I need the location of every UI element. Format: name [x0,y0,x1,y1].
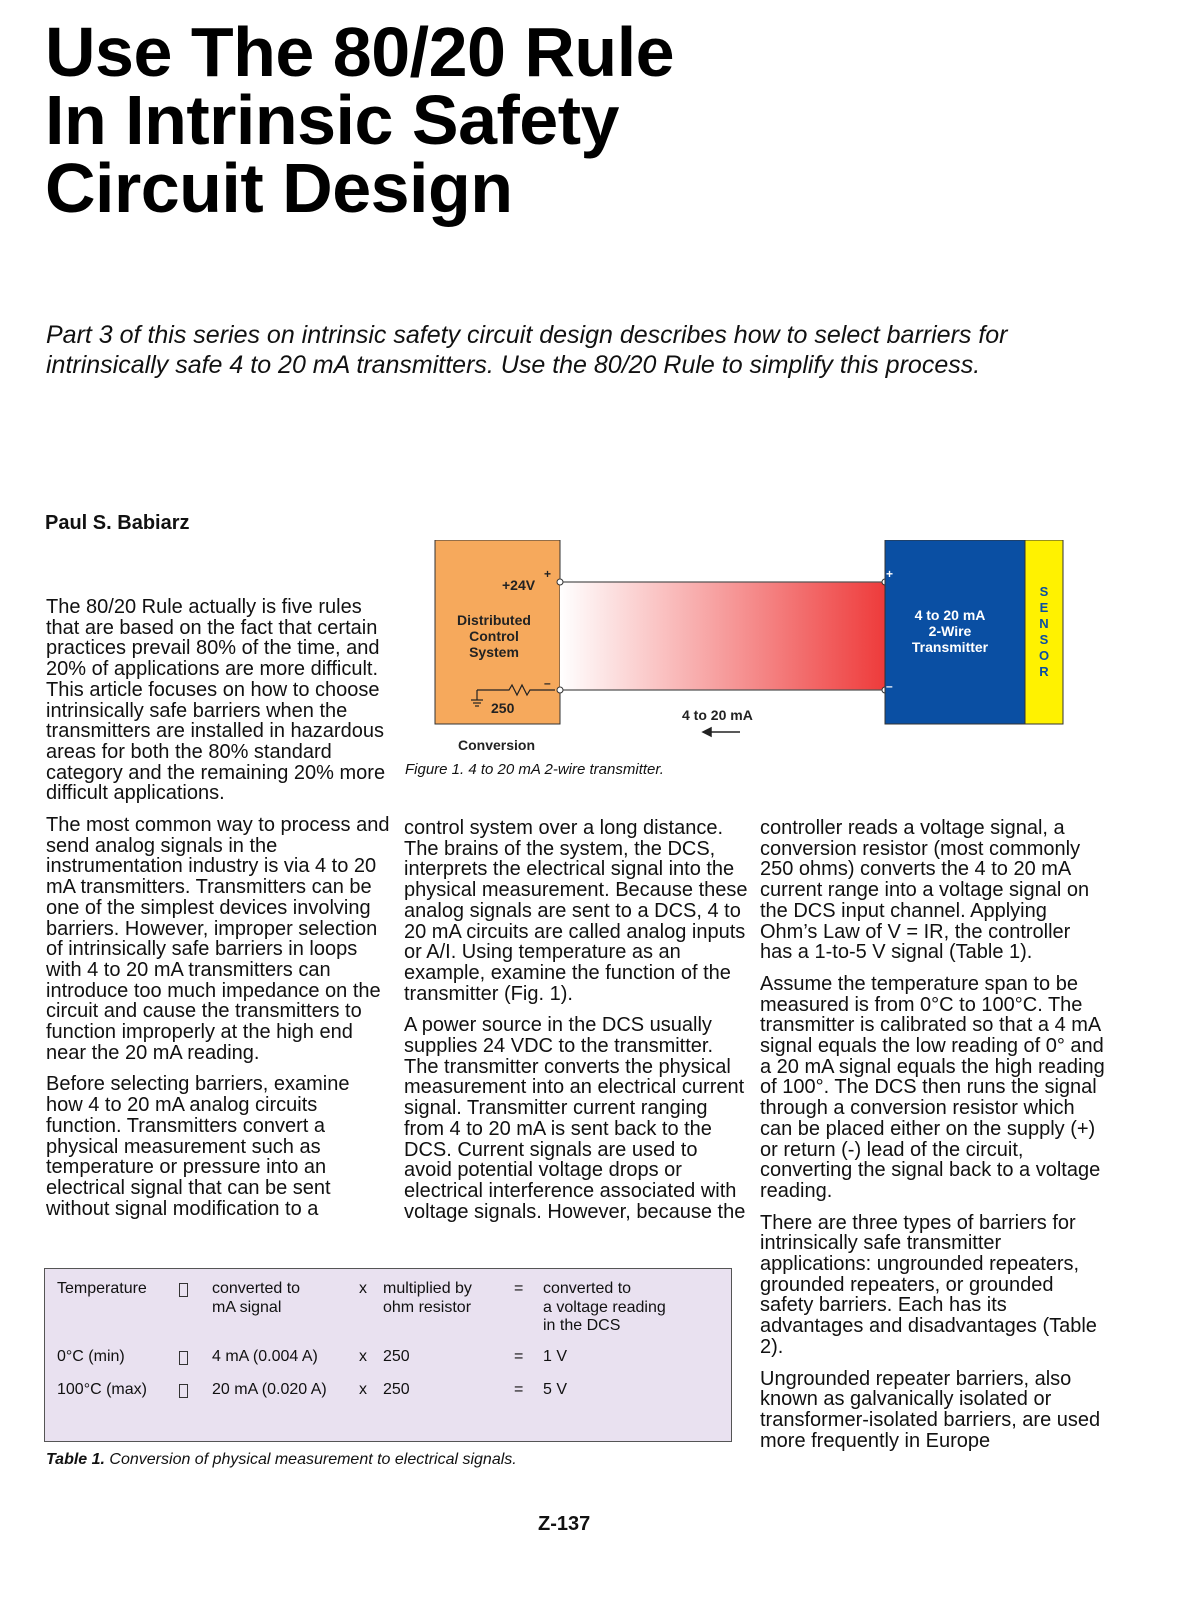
arrow-placeholder-box [179,1351,188,1365]
label-line: O [1038,648,1050,663]
table-caption-label: Table 1. [46,1451,105,1468]
table-cell: 0°C (min) [57,1348,125,1365]
label-line: Control [469,628,519,644]
conversion-label: Conversion [458,737,536,753]
table-cell: 250 [383,1381,410,1398]
table-cell: 4 mA (0.004 A) [212,1348,318,1365]
label-line: 4 to 20 mA [914,607,986,623]
table-1 [44,1268,732,1442]
page-number: Z-137 [538,1513,591,1535]
resistor-value-label: 250 [491,700,515,716]
table-header-result: converted to a voltage reading in the DCS [543,1280,666,1334]
current-direction-arrow-icon [703,728,740,736]
body-paragraph: There are three types of barriers for intrinsically safe transmitter applications: ungrounded repeaters, grounded repeaters, or grounded safety barriers. Each has its advantages and disadvantages (Table 2). [760,1211,1097,1358]
table-cell: 1 V [543,1348,568,1365]
body-paragraph: controller reads a voltage signal, a conversion resistor (most commonly 250 ohms) converts the 4 to 20 mA current range into a voltage signal on the DCS input channel. Applying Ohm’s Law of V = IR, the controller has a 1-to-5 V signal (Table 1). [760,817,1090,964]
current-loop-wires [560,582,885,690]
author-byline: Paul S. Babiarz [45,512,190,534]
arrow-placeholder-box [179,1283,188,1297]
table-cell: 100°C (max) [57,1381,147,1398]
body-paragraph: The most common way to process and send analog signals in the instrumentation industry is via 4 to 20 mA transmitters. Transmitters can be one of the simplest devices involving barriers. However, improper selection of intrinsically safe barriers in loops with 4 to 20 mA transmitters can introduce too much impedance on the circuit and cause the transmitters to function improperly at the high end near the 20 mA reading. [46,814,390,1064]
title-line-2: In Intrinsic Safety [45,81,619,159]
transmitter-plus-sign: + [886,567,894,581]
label-line: E [1039,600,1049,615]
figure-1 [405,540,1095,790]
label-line: System [469,644,519,660]
table-header-temperature: Temperature [57,1280,147,1297]
article-title [45,13,945,227]
body-column-3 [760,818,1105,1462]
table-cell: 20 mA (0.020 A) [212,1381,327,1398]
arrow-placeholder-box [179,1384,188,1398]
title-line-1: Use The 80/20 Rule [45,13,675,91]
article-deck: Part 3 of this series on intrinsic safety circuit design describes how to select barriers for intrinsically safe 4 to 20 mA transmitters. Use the 80/20 Rule to simplify this process. [46,321,1008,379]
title-line-3: Circuit Design [45,149,513,227]
dcs-minus-sign: – [544,676,551,690]
body-paragraph: Ungrounded repeater barriers, also known as galvanically isolated or transformer-isolated barriers, are used more frequently in Europe [760,1367,1101,1452]
label-line: R [1039,664,1049,679]
body-column-1 [46,597,391,1230]
body-paragraph: Before selecting barriers, examine how 4 to 20 mA analog circuits function. Transmitters convert a physical measurement such as temperature or pressure into an electrical signal that can be sent without signal modification to a [46,1073,350,1220]
body-paragraph: A power source in the DCS usually supplies 24 VDC to the transmitter. The transmitter converts the physical measurement into an electrical current signal. Transmitter current ranging from 4 to 20 mA is sent back to the DCS. Current signals are used to avoid potential voltage drops or electrical interference associated with voltage signals. However, because the [404,1014,746,1223]
body-paragraph: The 80/20 Rule actually is five rules that are based on the fact that certain practices prevail 80% of the time, and 20% of applications are more difficult. This article focuses on how to choose intrinsically safe barriers when the transmitters are installed in hazardous areas for both the 80% standard category and the remaining 20% more difficult applications. [46,596,386,805]
table-header-converted: converted to mA signal [212,1280,301,1316]
label-line: Transmitter [911,639,989,655]
figure-caption: Figure 1. 4 to 20 mA 2-wire transmitter. [405,761,664,778]
body-paragraph: Assume the temperature span to be measured is from 0°C to 100°C. The transmitter is calibrated so that a 4 mA signal equals the low reading of 0° and a 20 mA signal equals the high reading of 100°. The DCS then runs the signal through a conversion resistor which can be placed either on the supply (+) or return (-) lead of the circuit, converting the signal back to a voltage reading. [760,972,1105,1202]
table-cell: 5 V [543,1381,568,1398]
supply-voltage-label: +24V [502,577,536,593]
label-line: N [1039,616,1049,631]
table-cell: x [359,1348,367,1365]
table-header-equals: = [514,1280,524,1297]
dcs-plus-sign: + [544,567,552,581]
table-cell: = [514,1348,524,1365]
label-line: S [1039,632,1049,647]
sensor-label [1039,584,1049,679]
label-line: 2-Wire [928,623,972,639]
body-paragraph: control system over a long distance. The brains of the system, the DCS, interprets the electrical signal into the physical measurement. Because these analog signals are sent to a DCS, 4 to 20 mA circuits are called analog inputs or A/I. Using temperature as an example, examine the function of the transmitter (Fig. 1). [404,817,748,1005]
table-caption [46,1451,517,1469]
table-caption-text: Conversion of physical measurement to electrical signals. [104,1451,517,1468]
transmitter-minus-sign: – [886,679,893,693]
table-header-multiplied: multiplied by ohm resistor [383,1280,472,1316]
table-cell: = [514,1381,524,1398]
table-cell: 250 [383,1348,410,1365]
label-line: Distributed [457,612,531,628]
table-cell: x [359,1381,367,1398]
body-column-2 [404,818,749,1233]
table-header-times: x [359,1280,367,1297]
current-label: 4 to 20 mA [682,707,753,723]
label-line: S [1039,584,1049,599]
